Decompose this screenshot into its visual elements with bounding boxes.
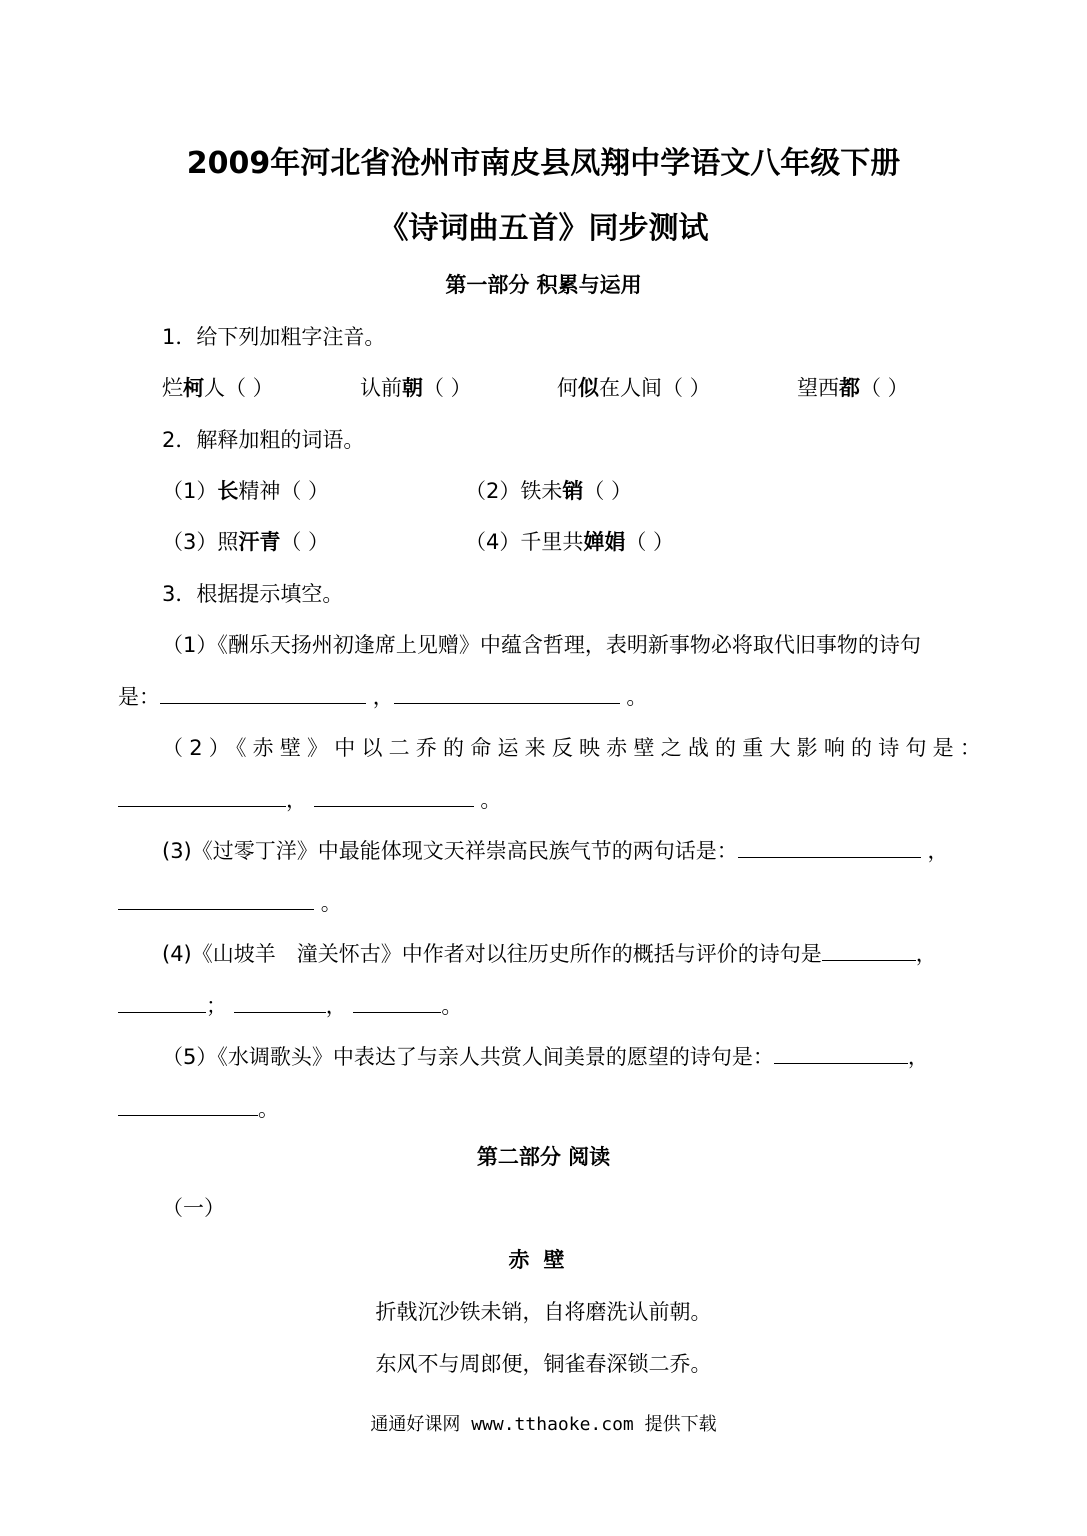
q2-item-2-post: （ ） — [583, 479, 633, 503]
q1-item-3 — [557, 372, 711, 402]
q1-item-4 — [797, 372, 909, 402]
q2-item-1-post: 精神（ ） — [238, 479, 330, 503]
q3-s1-end: 。 — [626, 685, 648, 709]
q3-s2-text: （2）《赤壁》中以二乔的命运来反映赤壁之战的重大影响的诗句是： — [162, 736, 988, 760]
q3-s2-blank-2[interactable] — [314, 788, 474, 807]
q3-s2-mid: ， — [286, 788, 307, 812]
poem-title: 赤壁 — [508, 1248, 579, 1272]
q1-item-3-post: 在人间（ ） — [599, 376, 711, 400]
poem-title-row — [0, 1244, 1087, 1274]
q1-item-3-pre: 何 — [557, 376, 578, 400]
q3-s3-mid: ， — [927, 839, 949, 863]
q3-s2-blank-1[interactable] — [118, 788, 286, 807]
q2-item-3-bold: 汗青 — [238, 530, 281, 554]
q1-item-4-bold: 都 — [839, 376, 860, 400]
q1-item-1-bold: 柯 — [183, 376, 204, 400]
q3-s5-mid: ， — [907, 1045, 929, 1069]
q1-prompt: 1．给下列加粗字注音。 — [162, 325, 386, 349]
q2-item-1 — [162, 475, 329, 505]
q1-item-1-pre: 烂 — [162, 376, 183, 400]
q2-item-2-bold: 销 — [562, 479, 584, 503]
q3-s1-answer-line — [118, 681, 647, 711]
poem-line-2: 东风不与周郎便，铜雀春深锁二乔。 — [375, 1352, 712, 1376]
q1-item-3-bold: 似 — [578, 376, 599, 400]
q3-s2-answer-line — [118, 784, 501, 814]
q1-item-1-post: 人（ ） — [204, 376, 274, 400]
q2-item-1-pre: （1） — [162, 479, 218, 503]
q3-s4-blank-1[interactable] — [822, 942, 916, 961]
q2-item-4-pre: （4）千里共 — [465, 530, 584, 554]
q3-s1-mid: ， — [372, 685, 394, 709]
q3-s3-text — [162, 835, 948, 865]
q3-s4-blank-4[interactable] — [353, 994, 441, 1013]
q3-s3-blank-2[interactable] — [118, 891, 314, 910]
q2-prompt: 2．解释加粗的词语。 — [162, 428, 365, 452]
q2-item-2 — [465, 475, 632, 505]
q2-item-3-post: （ ） — [280, 530, 330, 554]
q3-s4-answer-line — [118, 990, 462, 1020]
q3-s1-text: （1）《酬乐天扬州初逢席上见赠》中蕴含哲理，表明新事物必将取代旧事物的诗句 — [162, 633, 921, 657]
q1-item-2-pre: 认前 — [360, 376, 402, 400]
q3-s3-prompt: (3)《过零丁洋》中最能体现文天祥崇高民族气节的两句话是： — [162, 839, 738, 863]
q2-item-1-bold: 长 — [217, 479, 239, 503]
q2-item-4-bold: 婵娟 — [583, 530, 626, 554]
q3-s4-semicolon: ； — [206, 994, 227, 1018]
q3-s4-blank-2[interactable] — [118, 994, 206, 1013]
q3-s5-blank-2[interactable] — [118, 1097, 258, 1116]
q2-item-3-pre: （3）照 — [162, 530, 239, 554]
q3-s1-pre: 是： — [118, 685, 160, 709]
q3-s1-blank-2[interactable] — [394, 685, 620, 704]
q1-item-2-bold: 朝 — [402, 376, 423, 400]
q2-item-4 — [465, 526, 674, 556]
q3-s4-end: 。 — [441, 994, 463, 1018]
q3-s3-answer-line — [118, 887, 342, 917]
q2-item-2-pre: （2）铁未 — [465, 479, 563, 503]
q1-item-4-pre: 望西 — [797, 376, 839, 400]
q3-s3-blank-1[interactable] — [738, 839, 921, 858]
part2-heading: 第二部分 阅读 — [476, 1145, 611, 1169]
q3-s4-prompt: (4)《山坡羊 潼关怀古》中作者对以往历史所作的概括与评价的诗句是 — [162, 942, 822, 966]
q3-s1-blank-1[interactable] — [160, 685, 366, 704]
q1-item-2 — [360, 372, 472, 402]
part1-heading: 第一部分 积累与运用 — [445, 273, 642, 297]
q1-item-2-post: （ ） — [423, 376, 472, 400]
q1-item-4-post: （ ） — [860, 376, 909, 400]
q3-s5-end: 。 — [258, 1097, 279, 1121]
q3-s5-text — [162, 1041, 929, 1071]
q1-item-1 — [162, 372, 274, 402]
q3-s3-end: 。 — [320, 891, 342, 915]
reading-1-label: （一） — [162, 1196, 225, 1220]
q3-s4-blank-3[interactable] — [234, 994, 326, 1013]
q3-s4-comma-2: ， — [325, 994, 347, 1018]
q3-s2-end: 。 — [480, 788, 502, 812]
q3-s5-answer-line — [118, 1093, 279, 1123]
poem-line-1: 折戟沉沙铁未销，自将磨洗认前朝。 — [375, 1300, 712, 1324]
q2-item-3 — [162, 526, 329, 556]
q3-s4-comma-1: ， — [915, 942, 937, 966]
page-footer: 通通好课网 www.tthaoke.com 提供下载 — [370, 1414, 717, 1435]
document-title-line2: 《诗词曲五首》同步测试 — [378, 211, 709, 246]
document-title-line1: 2009年河北省沧州市南皮县凤翔中学语文八年级下册 — [186, 146, 901, 181]
q3-s5-prompt: （5）《水调歌头》中表达了与亲人共赏人间美景的愿望的诗句是： — [162, 1045, 774, 1069]
q3-s5-blank-1[interactable] — [774, 1045, 908, 1064]
q3-prompt: 3．根据提示填空。 — [162, 582, 344, 606]
q3-s4-text — [162, 938, 937, 968]
q2-item-4-post: （ ） — [625, 530, 675, 554]
